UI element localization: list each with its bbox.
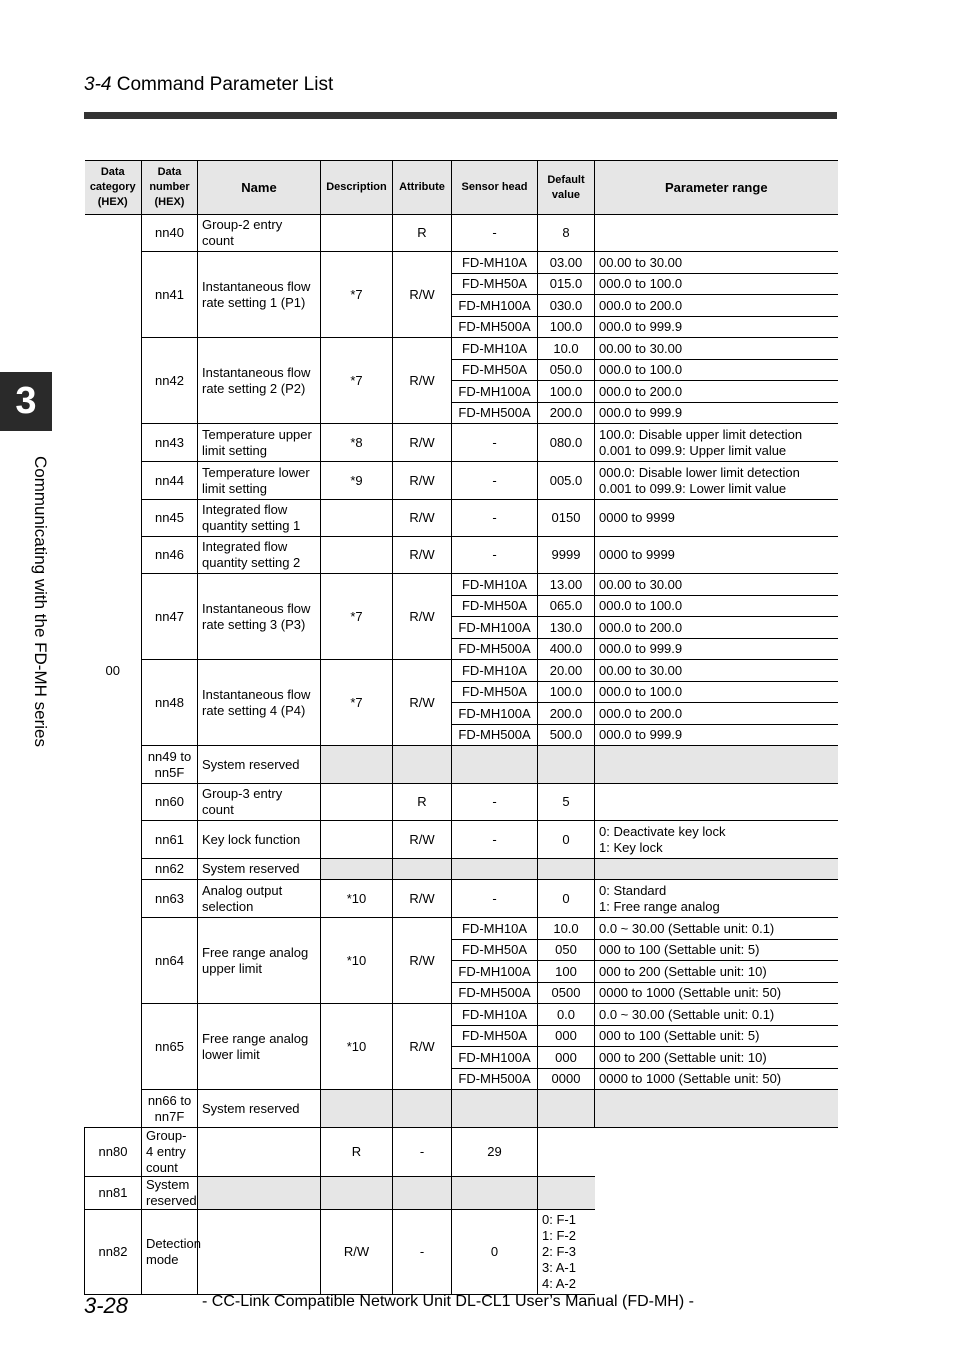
- sensor-head-cell: FD-MH10A: [452, 1004, 538, 1026]
- name-cell: Instantaneous flow rate setting 1 (P1): [198, 252, 321, 338]
- name-cell: Group-3 entry count: [198, 784, 321, 821]
- data-number-cell: nn47: [142, 574, 198, 660]
- default-cell: 130.0: [538, 617, 595, 639]
- description-cell: *8: [321, 424, 393, 462]
- header-description: Description: [321, 161, 393, 215]
- section-number: 3-4: [84, 74, 112, 95]
- table-row-reserved: [85, 859, 838, 880]
- default-cell: 005.0: [538, 462, 595, 500]
- sensor-head-cell: -: [393, 1128, 452, 1177]
- default-cell: 500.0: [538, 725, 595, 746]
- default-cell: 0.0: [538, 1004, 595, 1026]
- sensor-head-cell: FD-MH50A: [452, 596, 538, 617]
- sensor-head-cell: -: [452, 784, 538, 821]
- range-cell: 0000 to 9999: [595, 537, 838, 574]
- name-cell: Temperature lower limit setting: [198, 462, 321, 500]
- data-category-cell: 00: [85, 215, 142, 1128]
- data-number-cell: nn42: [142, 338, 198, 424]
- sensor-head-cell: FD-MH500A: [452, 725, 538, 746]
- header-data-number: Data number (HEX): [142, 161, 198, 215]
- description-cell: [321, 537, 393, 574]
- sensor-head-cell: FD-MH50A: [452, 682, 538, 703]
- range-cell: 000.0 to 200.0: [595, 703, 838, 725]
- reserved-cell: [595, 1090, 838, 1128]
- default-cell: 20.00: [538, 660, 595, 682]
- attribute-cell: R/W: [393, 424, 452, 462]
- table-row: [85, 821, 838, 859]
- attribute-cell: R/W: [393, 338, 452, 424]
- sensor-head-cell: FD-MH100A: [452, 617, 538, 639]
- default-cell: 10.0: [538, 338, 595, 360]
- data-number-cell: nn41: [142, 252, 198, 338]
- table-row: [85, 1128, 838, 1177]
- name-cell: System reserved: [198, 859, 321, 880]
- sensor-head-cell: FD-MH500A: [452, 1069, 538, 1090]
- name-cell: System reserved: [142, 1177, 198, 1210]
- range-cell: 000.0 to 999.9: [595, 403, 838, 424]
- data-number-cell: nn49 to nn5F: [142, 746, 198, 784]
- data-number-cell: nn43: [142, 424, 198, 462]
- table-row-reserved: [85, 1090, 838, 1128]
- data-number-cell: nn80: [85, 1128, 142, 1177]
- range-cell: [595, 215, 838, 252]
- sensor-head-cell: FD-MH10A: [452, 338, 538, 360]
- table-row: [85, 424, 838, 462]
- table-row: [85, 1004, 838, 1026]
- default-cell: 03.00: [538, 252, 595, 274]
- sensor-head-cell: -: [452, 537, 538, 574]
- range-cell: 00.00 to 30.00: [595, 338, 838, 360]
- sensor-head-cell: FD-MH500A: [452, 403, 538, 424]
- description-cell: *7: [321, 660, 393, 746]
- name-cell: Free range analog lower limit: [198, 1004, 321, 1090]
- default-cell: 100.0: [538, 682, 595, 703]
- sensor-head-cell: FD-MH100A: [452, 295, 538, 317]
- chapter-side-title: Communicating with the FD-MH series: [31, 456, 50, 747]
- attribute-cell: R/W: [393, 252, 452, 338]
- reserved-cell: [321, 1177, 393, 1210]
- range-cell: 000.0 to 200.0: [595, 617, 838, 639]
- attribute-cell: R/W: [393, 537, 452, 574]
- sensor-head-cell: FD-MH100A: [452, 381, 538, 403]
- reserved-cell: [452, 1090, 538, 1128]
- name-cell: Analog output selection: [198, 880, 321, 918]
- range-cell: 0: Standard 1: Free range analog: [595, 880, 838, 918]
- range-cell: 000.0 to 999.9: [595, 317, 838, 338]
- default-cell: 080.0: [538, 424, 595, 462]
- reserved-cell: [538, 1090, 595, 1128]
- sensor-head-cell: -: [393, 1210, 452, 1295]
- section-title: [84, 74, 333, 96]
- default-cell: 065.0: [538, 596, 595, 617]
- name-cell: Key lock function: [198, 821, 321, 859]
- attribute-cell: R/W: [393, 880, 452, 918]
- chapter-tab: 3: [0, 372, 52, 431]
- header-name: Name: [198, 161, 321, 215]
- description-cell: [321, 500, 393, 537]
- default-cell: 100.0: [538, 317, 595, 338]
- name-cell: Integrated flow quantity setting 1: [198, 500, 321, 537]
- sensor-head-cell: -: [452, 215, 538, 252]
- default-cell: 100: [538, 961, 595, 983]
- table-row: [85, 880, 838, 918]
- reserved-cell: [538, 746, 595, 784]
- sensor-head-cell: -: [452, 500, 538, 537]
- reserved-cell: [538, 1177, 595, 1210]
- attribute-cell: R/W: [393, 462, 452, 500]
- attribute-cell: R/W: [393, 660, 452, 746]
- header-attribute: Attribute: [393, 161, 452, 215]
- data-number-cell: nn63: [142, 880, 198, 918]
- range-cell: 0000 to 9999: [595, 500, 838, 537]
- sensor-head-cell: -: [452, 462, 538, 500]
- range-cell: [538, 1128, 595, 1177]
- range-cell: 00.00 to 30.00: [595, 252, 838, 274]
- range-cell: 000.0 to 100.0: [595, 360, 838, 381]
- data-number-cell: nn62: [142, 859, 198, 880]
- range-cell: 000 to 100 (Settable unit: 5): [595, 1026, 838, 1047]
- description-cell: *10: [321, 918, 393, 1004]
- reserved-cell: [198, 1177, 321, 1210]
- range-cell: 000.0 to 200.0: [595, 381, 838, 403]
- data-number-cell: nn66 to nn7F: [142, 1090, 198, 1128]
- range-cell: 000.0 to 999.9: [595, 639, 838, 660]
- range-cell: 0.0 ~ 30.00 (Settable unit: 0.1): [595, 1004, 838, 1026]
- default-cell: 0: [452, 1210, 538, 1295]
- name-cell: Instantaneous flow rate setting 4 (P4): [198, 660, 321, 746]
- description-cell: *7: [321, 252, 393, 338]
- header-parameter-range: Parameter range: [595, 161, 838, 215]
- reserved-cell: [393, 859, 452, 880]
- sensor-head-cell: FD-MH100A: [452, 1047, 538, 1069]
- name-cell: Instantaneous flow rate setting 2 (P2): [198, 338, 321, 424]
- table-row: [85, 660, 838, 682]
- table-row-reserved: [85, 1177, 838, 1210]
- range-cell: 0: F-1 1: F-2 2: F-3 3: A-1 4: A-2: [538, 1210, 595, 1295]
- default-cell: 030.0: [538, 295, 595, 317]
- table-row: [85, 1210, 838, 1295]
- sensor-head-cell: FD-MH50A: [452, 940, 538, 961]
- attribute-cell: R/W: [393, 500, 452, 537]
- attribute-cell: R/W: [393, 918, 452, 1004]
- sensor-head-cell: FD-MH100A: [452, 703, 538, 725]
- attribute-cell: R/W: [321, 1210, 393, 1295]
- sensor-head-cell: -: [452, 821, 538, 859]
- data-number-cell: nn40: [142, 215, 198, 252]
- default-cell: 0: [538, 821, 595, 859]
- sensor-head-cell: -: [452, 424, 538, 462]
- default-cell: 0000: [538, 1069, 595, 1090]
- table-row: [85, 537, 838, 574]
- sensor-head-cell: FD-MH50A: [452, 360, 538, 381]
- attribute-cell: R: [321, 1128, 393, 1177]
- sensor-head-cell: FD-MH50A: [452, 1026, 538, 1047]
- default-cell: 050.0: [538, 360, 595, 381]
- name-cell: Group-4 entry count: [142, 1128, 198, 1177]
- footer-manual-title: - CC-Link Compatible Network Unit DL-CL1 User’s Manual (FD-MH) -: [202, 1293, 694, 1310]
- data-number-cell: nn48: [142, 660, 198, 746]
- range-cell: 00.00 to 30.00: [595, 660, 838, 682]
- table-row: [85, 462, 838, 500]
- range-cell: 0000 to 1000 (Settable unit: 50): [595, 983, 838, 1004]
- description-cell: [321, 215, 393, 252]
- default-cell: 0150: [538, 500, 595, 537]
- header-data-category: Data category (HEX): [85, 161, 142, 215]
- range-cell: [595, 784, 838, 821]
- attribute-cell: R/W: [393, 821, 452, 859]
- data-number-cell: nn64: [142, 918, 198, 1004]
- data-number-cell: nn45: [142, 500, 198, 537]
- default-cell: 9999: [538, 537, 595, 574]
- description-cell: [321, 784, 393, 821]
- sensor-head-cell: -: [452, 880, 538, 918]
- table-row: [85, 918, 838, 940]
- data-number-cell: nn46: [142, 537, 198, 574]
- reserved-cell: [321, 746, 393, 784]
- table-header: [85, 161, 838, 215]
- data-number-cell: nn60: [142, 784, 198, 821]
- reserved-cell: [452, 746, 538, 784]
- default-cell: 015.0: [538, 274, 595, 295]
- table-row-reserved: [85, 746, 838, 784]
- range-cell: 000.0: Disable lower limit detection 0.001 to 099.9: Lower limit value: [595, 462, 838, 500]
- description-cell: [198, 1128, 321, 1177]
- default-cell: 050: [538, 940, 595, 961]
- description-cell: *7: [321, 574, 393, 660]
- range-cell: 000.0 to 200.0: [595, 295, 838, 317]
- range-cell: 000.0 to 999.9: [595, 725, 838, 746]
- range-cell: 0: Deactivate key lock 1: Key lock: [595, 821, 838, 859]
- table-row: [85, 784, 838, 821]
- reserved-cell: [393, 1090, 452, 1128]
- default-cell: 10.0: [538, 918, 595, 940]
- attribute-cell: R: [393, 215, 452, 252]
- reserved-cell: [595, 859, 838, 880]
- range-cell: 000 to 200 (Settable unit: 10): [595, 1047, 838, 1069]
- range-cell: 00.00 to 30.00: [595, 574, 838, 596]
- table-row: [85, 215, 838, 252]
- description-cell: [198, 1210, 321, 1295]
- description-cell: *7: [321, 338, 393, 424]
- name-cell: System reserved: [198, 746, 321, 784]
- range-cell: 0000 to 1000 (Settable unit: 50): [595, 1069, 838, 1090]
- reserved-cell: [321, 859, 393, 880]
- range-cell: 000 to 100 (Settable unit: 5): [595, 940, 838, 961]
- section-title-text: Command Parameter List: [116, 74, 334, 95]
- description-cell: *10: [321, 1004, 393, 1090]
- reserved-cell: [393, 746, 452, 784]
- default-cell: 000: [538, 1047, 595, 1069]
- sensor-head-cell: FD-MH500A: [452, 983, 538, 1004]
- default-cell: 000: [538, 1026, 595, 1047]
- sensor-head-cell: FD-MH10A: [452, 918, 538, 940]
- data-number-cell: nn82: [85, 1210, 142, 1295]
- default-cell: 13.00: [538, 574, 595, 596]
- range-cell: 000.0 to 100.0: [595, 682, 838, 703]
- name-cell: Free range analog upper limit: [198, 918, 321, 1004]
- name-cell: System reserved: [198, 1090, 321, 1128]
- default-cell: 0: [538, 880, 595, 918]
- description-cell: *10: [321, 880, 393, 918]
- reserved-cell: [452, 1177, 538, 1210]
- reserved-cell: [321, 1090, 393, 1128]
- range-cell: 000.0 to 100.0: [595, 596, 838, 617]
- data-number-cell: nn44: [142, 462, 198, 500]
- name-cell: Instantaneous flow rate setting 3 (P3): [198, 574, 321, 660]
- sensor-head-cell: FD-MH50A: [452, 274, 538, 295]
- table-row: [85, 338, 838, 360]
- parameter-table: [84, 160, 838, 1295]
- name-cell: Integrated flow quantity setting 2: [198, 537, 321, 574]
- default-cell: 400.0: [538, 639, 595, 660]
- attribute-cell: R/W: [393, 574, 452, 660]
- reserved-cell: [452, 859, 538, 880]
- reserved-cell: [393, 1177, 452, 1210]
- description-cell: [321, 821, 393, 859]
- name-cell: Temperature upper limit setting: [198, 424, 321, 462]
- table-row: [85, 252, 838, 274]
- data-number-cell: nn61: [142, 821, 198, 859]
- sensor-head-cell: FD-MH10A: [452, 660, 538, 682]
- default-cell: 8: [538, 215, 595, 252]
- range-cell: 000.0 to 100.0: [595, 274, 838, 295]
- sensor-head-cell: FD-MH10A: [452, 574, 538, 596]
- default-cell: 5: [538, 784, 595, 821]
- data-number-cell: nn65: [142, 1004, 198, 1090]
- header-default-value: Default value: [538, 161, 595, 215]
- range-cell: 100.0: Disable upper limit detection 0.001 to 099.9: Upper limit value: [595, 424, 838, 462]
- sensor-head-cell: FD-MH100A: [452, 961, 538, 983]
- sensor-head-cell: FD-MH500A: [452, 317, 538, 338]
- range-cell: 0.0 ~ 30.00 (Settable unit: 0.1): [595, 918, 838, 940]
- default-cell: 200.0: [538, 403, 595, 424]
- reserved-cell: [595, 746, 838, 784]
- data-number-cell: nn81: [85, 1177, 142, 1210]
- range-cell: 000 to 200 (Settable unit: 10): [595, 961, 838, 983]
- default-cell: 0500: [538, 983, 595, 1004]
- sensor-head-cell: FD-MH10A: [452, 252, 538, 274]
- description-cell: *9: [321, 462, 393, 500]
- title-rule: [84, 112, 837, 119]
- attribute-cell: R: [393, 784, 452, 821]
- name-cell: Group-2 entry count: [198, 215, 321, 252]
- page-number: 3-28: [84, 1293, 129, 1318]
- default-cell: 100.0: [538, 381, 595, 403]
- default-cell: 29: [452, 1128, 538, 1177]
- attribute-cell: R/W: [393, 1004, 452, 1090]
- reserved-cell: [538, 859, 595, 880]
- header-sensor-head: Sensor head: [452, 161, 538, 215]
- sensor-head-cell: FD-MH500A: [452, 639, 538, 660]
- default-cell: 200.0: [538, 703, 595, 725]
- table-row: [85, 500, 838, 537]
- table-row: [85, 574, 838, 596]
- name-cell: Detection mode: [142, 1210, 198, 1295]
